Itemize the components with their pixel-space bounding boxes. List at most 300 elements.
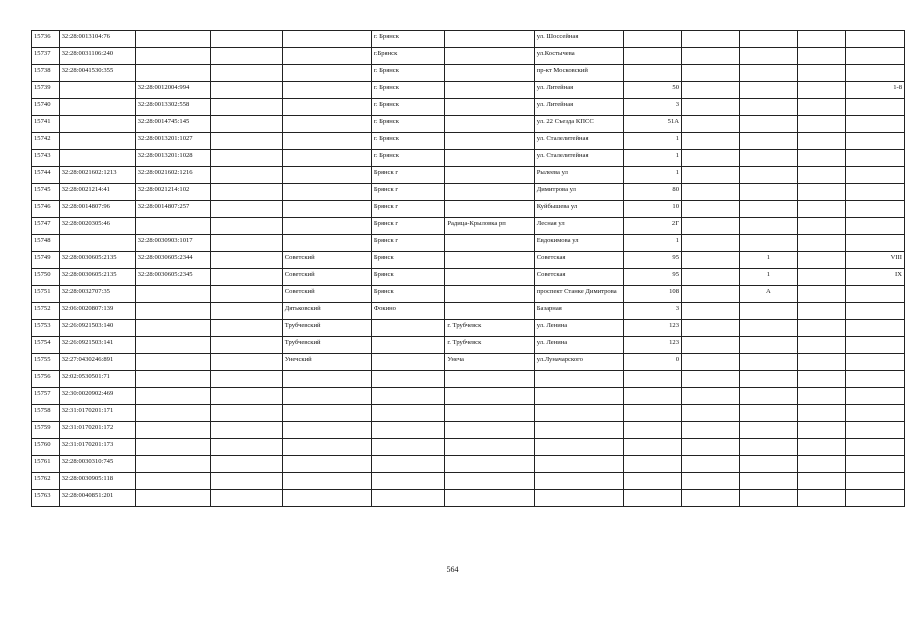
cell-col-letter bbox=[798, 388, 846, 405]
table-row bbox=[32, 167, 905, 184]
cell-col-letter bbox=[798, 269, 846, 286]
cell-col-premises bbox=[846, 405, 905, 422]
registry-table bbox=[31, 30, 905, 507]
cell-city bbox=[371, 337, 444, 354]
cell-cadastral-number: 32:26:0921503:140 bbox=[59, 320, 135, 337]
cell-col-building bbox=[682, 218, 740, 235]
cell-cadastral-number: 32:30:0020902:469 bbox=[59, 388, 135, 405]
cell-col-corpus bbox=[739, 167, 797, 184]
cell-row-number: 15756 bbox=[32, 371, 60, 388]
cell-district bbox=[282, 48, 371, 65]
cell-col-premises bbox=[846, 354, 905, 371]
cell-district bbox=[282, 82, 371, 99]
cell-col-premises bbox=[846, 388, 905, 405]
cell-cadastral-number: 32:28:0014807:96 bbox=[59, 201, 135, 218]
cell-city: Брянск г bbox=[371, 184, 444, 201]
cell-house-number: 123 bbox=[623, 337, 681, 354]
cell-settlement bbox=[445, 116, 534, 133]
cell-col-empty-a bbox=[210, 354, 282, 371]
cell-col-letter bbox=[798, 473, 846, 490]
cell-col-building bbox=[682, 456, 740, 473]
cell-col-corpus bbox=[739, 405, 797, 422]
cell-col-letter bbox=[798, 371, 846, 388]
cell-col-building bbox=[682, 269, 740, 286]
cell-col-building bbox=[682, 65, 740, 82]
table-row bbox=[32, 422, 905, 439]
cell-district: Трубчевский bbox=[282, 337, 371, 354]
cell-row-number: 15742 bbox=[32, 133, 60, 150]
cell-col-empty-a bbox=[210, 303, 282, 320]
cell-cadastral-number-2 bbox=[135, 371, 210, 388]
cell-city: г. Брянск bbox=[371, 116, 444, 133]
cell-cadastral-number-2 bbox=[135, 337, 210, 354]
table-row bbox=[32, 184, 905, 201]
cell-col-premises bbox=[846, 31, 905, 48]
table-row bbox=[32, 439, 905, 456]
cell-city bbox=[371, 354, 444, 371]
cell-street: Евдокимова ул bbox=[534, 235, 623, 252]
cell-house-number: 95 bbox=[623, 269, 681, 286]
cell-col-corpus bbox=[739, 99, 797, 116]
cell-col-empty-a bbox=[210, 201, 282, 218]
table-row bbox=[32, 235, 905, 252]
cell-house-number: 2Г bbox=[623, 218, 681, 235]
cell-row-number: 15744 bbox=[32, 167, 60, 184]
cell-row-number: 15738 bbox=[32, 65, 60, 82]
cell-cadastral-number-2: 32:28:0030605:2345 bbox=[135, 269, 210, 286]
cell-cadastral-number-2 bbox=[135, 48, 210, 65]
cell-col-premises bbox=[846, 65, 905, 82]
cell-district bbox=[282, 218, 371, 235]
cell-street bbox=[534, 405, 623, 422]
cell-cadastral-number-2 bbox=[135, 405, 210, 422]
cell-street: Димитрова ул bbox=[534, 184, 623, 201]
cell-district bbox=[282, 439, 371, 456]
cell-house-number bbox=[623, 31, 681, 48]
cell-settlement bbox=[445, 133, 534, 150]
cell-house-number bbox=[623, 405, 681, 422]
table-row bbox=[32, 354, 905, 371]
cell-row-number: 15740 bbox=[32, 99, 60, 116]
cell-row-number: 15739 bbox=[32, 82, 60, 99]
cell-settlement bbox=[445, 269, 534, 286]
table-row bbox=[32, 150, 905, 167]
cell-col-premises bbox=[846, 422, 905, 439]
cell-house-number: 1 bbox=[623, 133, 681, 150]
cell-street: ул. Ленина bbox=[534, 320, 623, 337]
cell-col-premises: 1-8 bbox=[846, 82, 905, 99]
cell-district: Советский bbox=[282, 269, 371, 286]
cell-cadastral-number-2: 32:28:0012004:994 bbox=[135, 82, 210, 99]
cell-street: ул.Костычева bbox=[534, 48, 623, 65]
cell-col-corpus bbox=[739, 439, 797, 456]
cell-district bbox=[282, 388, 371, 405]
cell-col-corpus bbox=[739, 303, 797, 320]
cell-col-premises bbox=[846, 133, 905, 150]
cell-cadastral-number-2 bbox=[135, 31, 210, 48]
cell-col-building bbox=[682, 48, 740, 65]
cell-col-corpus bbox=[739, 133, 797, 150]
cell-col-corpus bbox=[739, 320, 797, 337]
cell-district bbox=[282, 490, 371, 507]
cell-house-number bbox=[623, 473, 681, 490]
cell-cadastral-number-2 bbox=[135, 303, 210, 320]
cell-col-premises bbox=[846, 150, 905, 167]
table-row bbox=[32, 456, 905, 473]
cell-col-empty-a bbox=[210, 388, 282, 405]
cell-row-number: 15745 bbox=[32, 184, 60, 201]
cell-col-premises bbox=[846, 371, 905, 388]
cell-cadastral-number: 32:28:0030905:118 bbox=[59, 473, 135, 490]
cell-district: Дятьковский bbox=[282, 303, 371, 320]
cell-col-letter bbox=[798, 490, 846, 507]
cell-col-corpus: 1 bbox=[739, 252, 797, 269]
cell-cadastral-number: 32:28:0041530:355 bbox=[59, 65, 135, 82]
cell-street: ул. Сталелитейная bbox=[534, 133, 623, 150]
cell-street bbox=[534, 371, 623, 388]
cell-cadastral-number bbox=[59, 82, 135, 99]
cell-district: Унечский bbox=[282, 354, 371, 371]
cell-col-building bbox=[682, 354, 740, 371]
cell-col-corpus bbox=[739, 422, 797, 439]
cell-col-empty-a bbox=[210, 320, 282, 337]
cell-col-empty-a bbox=[210, 439, 282, 456]
cell-cadastral-number-2: 32:28:0021214:102 bbox=[135, 184, 210, 201]
cell-cadastral-number-2 bbox=[135, 439, 210, 456]
cell-settlement bbox=[445, 422, 534, 439]
cell-col-letter bbox=[798, 235, 846, 252]
cell-city: Брянск bbox=[371, 269, 444, 286]
cell-col-building bbox=[682, 320, 740, 337]
cell-col-premises bbox=[846, 473, 905, 490]
cell-col-empty-a bbox=[210, 405, 282, 422]
cell-col-empty-a bbox=[210, 473, 282, 490]
cell-street: Лесная ул bbox=[534, 218, 623, 235]
table-row bbox=[32, 65, 905, 82]
cell-row-number: 15751 bbox=[32, 286, 60, 303]
table-row bbox=[32, 82, 905, 99]
cell-cadastral-number bbox=[59, 116, 135, 133]
cell-cadastral-number-2 bbox=[135, 320, 210, 337]
cell-cadastral-number: 32:31:0170201:171 bbox=[59, 405, 135, 422]
cell-col-corpus bbox=[739, 150, 797, 167]
cell-district bbox=[282, 99, 371, 116]
cell-col-corpus bbox=[739, 456, 797, 473]
cell-cadastral-number-2 bbox=[135, 473, 210, 490]
cell-city bbox=[371, 388, 444, 405]
cell-cadastral-number bbox=[59, 235, 135, 252]
cell-row-number: 15759 bbox=[32, 422, 60, 439]
cell-row-number: 15746 bbox=[32, 201, 60, 218]
cell-cadastral-number: 32:28:0020305:46 bbox=[59, 218, 135, 235]
cell-col-premises: VIII bbox=[846, 252, 905, 269]
cell-settlement bbox=[445, 456, 534, 473]
cell-district bbox=[282, 150, 371, 167]
cell-city: г. Брянск bbox=[371, 82, 444, 99]
cell-col-building bbox=[682, 184, 740, 201]
cell-col-empty-a bbox=[210, 167, 282, 184]
cell-street bbox=[534, 456, 623, 473]
cell-district bbox=[282, 184, 371, 201]
cell-settlement bbox=[445, 473, 534, 490]
cell-col-letter bbox=[798, 303, 846, 320]
cell-cadastral-number: 32:28:0032707:35 bbox=[59, 286, 135, 303]
cell-col-letter bbox=[798, 184, 846, 201]
cell-col-premises bbox=[846, 439, 905, 456]
cell-cadastral-number-2 bbox=[135, 456, 210, 473]
cell-city bbox=[371, 422, 444, 439]
cell-col-building bbox=[682, 303, 740, 320]
cell-city: Брянск г bbox=[371, 218, 444, 235]
cell-col-premises bbox=[846, 99, 905, 116]
cell-col-premises bbox=[846, 184, 905, 201]
cell-col-letter bbox=[798, 133, 846, 150]
table-row bbox=[32, 201, 905, 218]
cell-city: Брянск bbox=[371, 286, 444, 303]
table-row bbox=[32, 269, 905, 286]
cell-district bbox=[282, 201, 371, 218]
cell-col-letter bbox=[798, 201, 846, 218]
table-row bbox=[32, 371, 905, 388]
cell-city: Брянск bbox=[371, 252, 444, 269]
cell-col-corpus bbox=[739, 218, 797, 235]
cell-city bbox=[371, 439, 444, 456]
cell-house-number bbox=[623, 456, 681, 473]
cell-row-number: 15753 bbox=[32, 320, 60, 337]
cell-col-empty-a bbox=[210, 65, 282, 82]
table-row bbox=[32, 116, 905, 133]
cell-district bbox=[282, 235, 371, 252]
table-row bbox=[32, 48, 905, 65]
cell-row-number: 15760 bbox=[32, 439, 60, 456]
cell-cadastral-number-2 bbox=[135, 218, 210, 235]
cell-col-empty-a bbox=[210, 218, 282, 235]
cell-col-building bbox=[682, 439, 740, 456]
cell-city bbox=[371, 473, 444, 490]
cell-settlement: Унеча bbox=[445, 354, 534, 371]
cell-house-number bbox=[623, 388, 681, 405]
cell-district: Советский bbox=[282, 252, 371, 269]
cell-cadastral-number-2: 32:28:0014807:257 bbox=[135, 201, 210, 218]
table-row bbox=[32, 388, 905, 405]
cell-col-letter bbox=[798, 286, 846, 303]
cell-col-corpus bbox=[739, 184, 797, 201]
table-row bbox=[32, 303, 905, 320]
table-row bbox=[32, 405, 905, 422]
cell-district bbox=[282, 371, 371, 388]
cell-city: Брянск г bbox=[371, 201, 444, 218]
cell-house-number: 10 bbox=[623, 201, 681, 218]
cell-settlement bbox=[445, 201, 534, 218]
cell-col-premises bbox=[846, 48, 905, 65]
cell-district: Советский bbox=[282, 286, 371, 303]
cell-cadastral-number: 32:28:0030605:2135 bbox=[59, 269, 135, 286]
cell-settlement bbox=[445, 184, 534, 201]
cell-col-premises bbox=[846, 167, 905, 184]
cell-settlement: г. Трубчевск bbox=[445, 320, 534, 337]
cell-col-empty-a bbox=[210, 371, 282, 388]
cell-col-corpus bbox=[739, 201, 797, 218]
table-row bbox=[32, 252, 905, 269]
cell-col-empty-a bbox=[210, 133, 282, 150]
cell-col-premises bbox=[846, 201, 905, 218]
cell-row-number: 15749 bbox=[32, 252, 60, 269]
cell-street: проспект Станке Димитрова bbox=[534, 286, 623, 303]
table-row bbox=[32, 31, 905, 48]
cell-row-number: 15741 bbox=[32, 116, 60, 133]
cell-cadastral-number-2: 32:28:0013201:1028 bbox=[135, 150, 210, 167]
cell-house-number: 0 bbox=[623, 354, 681, 371]
cell-district bbox=[282, 405, 371, 422]
table-row bbox=[32, 490, 905, 507]
cell-street: Куйбышева ул bbox=[534, 201, 623, 218]
cell-city: г. Брянск bbox=[371, 31, 444, 48]
cell-col-building bbox=[682, 99, 740, 116]
table-row bbox=[32, 337, 905, 354]
cell-col-empty-a bbox=[210, 235, 282, 252]
cell-settlement bbox=[445, 388, 534, 405]
page-number: 564 bbox=[446, 565, 459, 574]
cell-street bbox=[534, 490, 623, 507]
cell-col-letter bbox=[798, 99, 846, 116]
cell-row-number: 15747 bbox=[32, 218, 60, 235]
cell-col-corpus bbox=[739, 490, 797, 507]
cell-row-number: 15761 bbox=[32, 456, 60, 473]
cell-cadastral-number: 32:28:0030605:2135 bbox=[59, 252, 135, 269]
cell-city: г. Брянск bbox=[371, 65, 444, 82]
cell-settlement: г. Трубчевск bbox=[445, 337, 534, 354]
cell-settlement bbox=[445, 252, 534, 269]
cell-col-building bbox=[682, 201, 740, 218]
cell-cadastral-number-2 bbox=[135, 286, 210, 303]
cell-col-empty-a bbox=[210, 490, 282, 507]
cell-district bbox=[282, 31, 371, 48]
cell-cadastral-number-2 bbox=[135, 490, 210, 507]
cell-col-building bbox=[682, 31, 740, 48]
table-body bbox=[32, 31, 905, 507]
cell-col-premises: IX bbox=[846, 269, 905, 286]
cell-street: ул. 22 Съезда КПСС bbox=[534, 116, 623, 133]
cell-col-letter bbox=[798, 150, 846, 167]
cell-row-number: 15754 bbox=[32, 337, 60, 354]
cell-col-empty-a bbox=[210, 99, 282, 116]
cell-cadastral-number-2: 32:28:0014745:145 bbox=[135, 116, 210, 133]
cell-col-empty-a bbox=[210, 337, 282, 354]
cell-cadastral-number bbox=[59, 99, 135, 116]
cell-cadastral-number: 32:06:0020807:139 bbox=[59, 303, 135, 320]
cell-cadastral-number-2: 32:28:0013201:1027 bbox=[135, 133, 210, 150]
cell-col-premises bbox=[846, 286, 905, 303]
cell-street: ул. Литейная bbox=[534, 99, 623, 116]
cell-col-letter bbox=[798, 252, 846, 269]
table-row bbox=[32, 473, 905, 490]
cell-col-corpus bbox=[739, 473, 797, 490]
cell-district bbox=[282, 167, 371, 184]
cell-street: пр-кт Московский bbox=[534, 65, 623, 82]
cell-settlement bbox=[445, 31, 534, 48]
cell-house-number: 51А bbox=[623, 116, 681, 133]
cell-col-corpus bbox=[739, 65, 797, 82]
cell-col-empty-a bbox=[210, 456, 282, 473]
cell-house-number: 3 bbox=[623, 99, 681, 116]
cell-col-letter bbox=[798, 116, 846, 133]
cell-street: ул. Шоссейная bbox=[534, 31, 623, 48]
cell-col-corpus: 1 bbox=[739, 269, 797, 286]
cell-city: Фокино bbox=[371, 303, 444, 320]
cell-cadastral-number: 32:26:0921503:141 bbox=[59, 337, 135, 354]
cell-col-premises bbox=[846, 456, 905, 473]
cell-cadastral-number: 32:31:0170201:173 bbox=[59, 439, 135, 456]
cell-district: Трубчевский bbox=[282, 320, 371, 337]
cell-cadastral-number: 32:31:0170201:172 bbox=[59, 422, 135, 439]
cell-street bbox=[534, 473, 623, 490]
cell-city: г. Брянск bbox=[371, 99, 444, 116]
cell-city bbox=[371, 320, 444, 337]
cell-cadastral-number-2 bbox=[135, 388, 210, 405]
cell-settlement bbox=[445, 150, 534, 167]
table-row bbox=[32, 320, 905, 337]
cell-house-number bbox=[623, 490, 681, 507]
cell-house-number: 1 bbox=[623, 235, 681, 252]
table-row bbox=[32, 286, 905, 303]
cell-house-number: 80 bbox=[623, 184, 681, 201]
cell-city bbox=[371, 456, 444, 473]
cell-col-building bbox=[682, 490, 740, 507]
cell-street: Рылеева ул bbox=[534, 167, 623, 184]
table-row bbox=[32, 133, 905, 150]
cell-col-corpus bbox=[739, 48, 797, 65]
cell-col-premises bbox=[846, 218, 905, 235]
cell-district bbox=[282, 133, 371, 150]
cell-col-empty-a bbox=[210, 269, 282, 286]
cell-district bbox=[282, 65, 371, 82]
cell-col-premises bbox=[846, 116, 905, 133]
cell-col-empty-a bbox=[210, 286, 282, 303]
cell-settlement bbox=[445, 99, 534, 116]
cell-street: ул. Ленина bbox=[534, 337, 623, 354]
cell-col-building bbox=[682, 337, 740, 354]
cell-row-number: 15763 bbox=[32, 490, 60, 507]
cell-col-building bbox=[682, 167, 740, 184]
cell-row-number: 15752 bbox=[32, 303, 60, 320]
cell-city: г. Брянск bbox=[371, 133, 444, 150]
cell-house-number: 95 bbox=[623, 252, 681, 269]
cell-city: Брянск г bbox=[371, 235, 444, 252]
cell-cadastral-number: 32:28:0013104:76 bbox=[59, 31, 135, 48]
cell-city bbox=[371, 371, 444, 388]
cell-cadastral-number: 32:28:0031106:240 bbox=[59, 48, 135, 65]
cell-city: г. Брянск bbox=[371, 150, 444, 167]
cell-settlement bbox=[445, 286, 534, 303]
cell-house-number bbox=[623, 422, 681, 439]
cell-house-number: 1 bbox=[623, 167, 681, 184]
cell-col-letter bbox=[798, 439, 846, 456]
cell-district bbox=[282, 456, 371, 473]
cell-col-corpus bbox=[739, 116, 797, 133]
cell-row-number: 15758 bbox=[32, 405, 60, 422]
cell-cadastral-number-2: 32:28:0030903:1017 bbox=[135, 235, 210, 252]
cell-city bbox=[371, 405, 444, 422]
cell-settlement bbox=[445, 490, 534, 507]
table-row bbox=[32, 99, 905, 116]
cell-col-letter bbox=[798, 456, 846, 473]
cell-settlement bbox=[445, 303, 534, 320]
cell-col-premises bbox=[846, 235, 905, 252]
cell-row-number: 15743 bbox=[32, 150, 60, 167]
cell-col-letter bbox=[798, 354, 846, 371]
cell-row-number: 15748 bbox=[32, 235, 60, 252]
cell-cadastral-number-2: 32:28:0013302:558 bbox=[135, 99, 210, 116]
